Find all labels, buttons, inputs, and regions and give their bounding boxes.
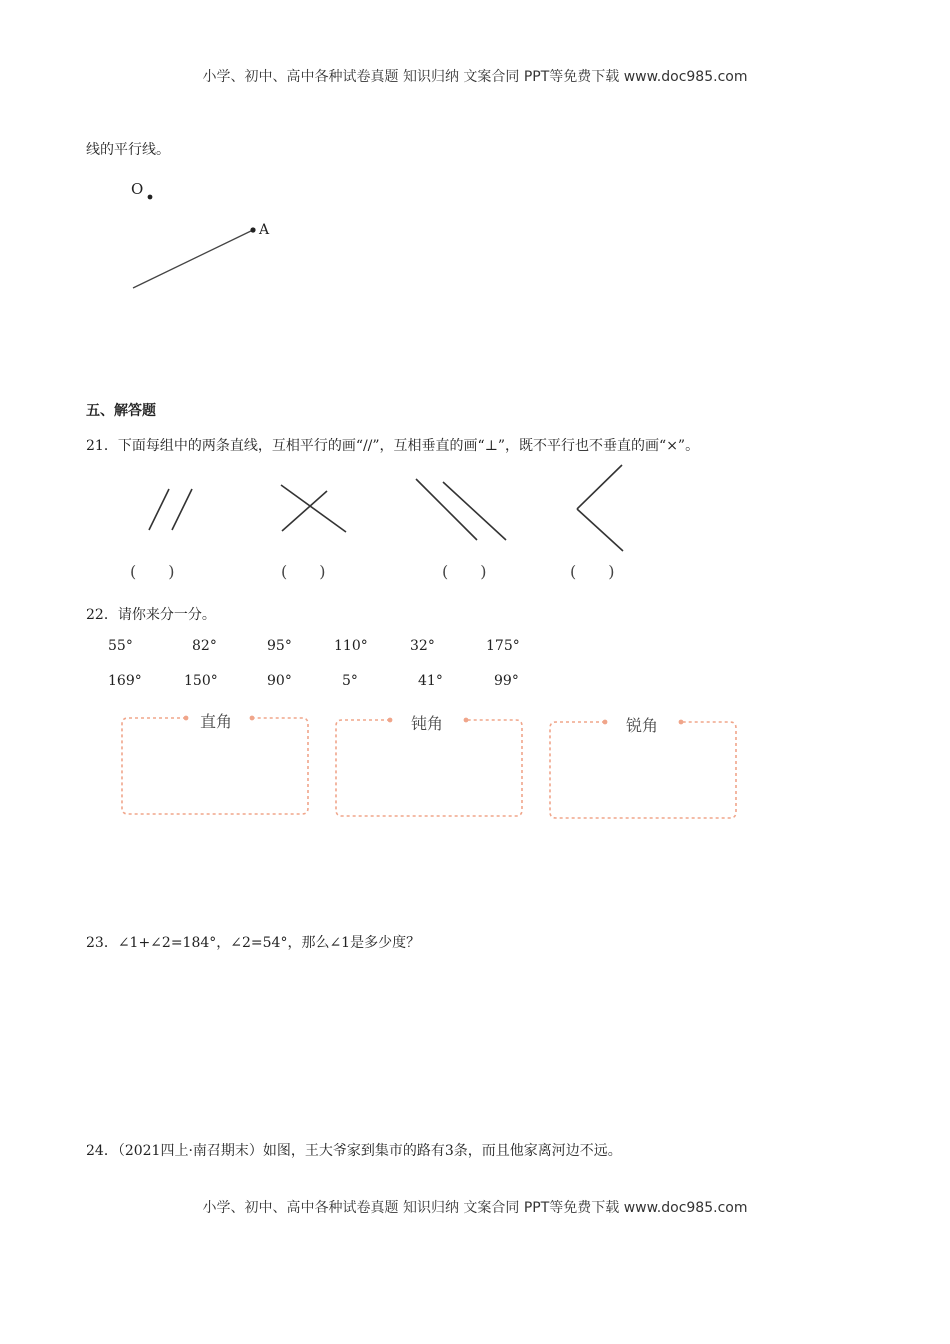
box-right-angle <box>122 718 308 814</box>
angle-value: 175° <box>486 638 520 654</box>
q21-blank-1[interactable]: ( ) <box>130 562 175 581</box>
box3-right-dot <box>679 720 684 725</box>
pair4-line-b <box>577 509 623 551</box>
point-o-label: O <box>131 180 144 198</box>
line-pair-3 <box>416 479 506 540</box>
angle-value: 5° <box>342 673 358 689</box>
box2-left-dot <box>388 718 393 723</box>
box-obtuse-angle <box>336 720 522 816</box>
angle-value: 82° <box>192 638 217 654</box>
pair2-line-a <box>281 485 346 532</box>
q21-blank-2[interactable]: ( ) <box>281 562 326 581</box>
angle-value: 110° <box>334 638 368 654</box>
q21-blank-3[interactable]: ( ) <box>442 562 487 581</box>
box3-left-dot <box>603 720 608 725</box>
box1-right-dot <box>250 716 255 721</box>
point-a-label: A <box>259 222 270 238</box>
pair3-line-b <box>443 482 506 540</box>
angle-value: 169° <box>108 673 142 689</box>
box1-left-dot <box>184 716 189 721</box>
angle-value: 32° <box>410 638 435 654</box>
pair1-line-b <box>172 489 192 530</box>
continuation-text: 线的平行线。 <box>86 142 170 158</box>
angle-value: 99° <box>494 673 519 689</box>
q22-text: 22．请你来分一分。 <box>86 607 216 623</box>
pair4-line-a <box>577 465 622 509</box>
line-pair-1 <box>149 489 192 530</box>
box2-right-dot <box>464 718 469 723</box>
footer-banner: 小学、初中、高中各种试卷真题 知识归纳 文案合同 PPT等免费下载 www.doc985.com <box>202 1200 748 1216</box>
box-title-right-angle: 直角 <box>200 712 233 731</box>
angle-value: 150° <box>184 673 218 689</box>
pair3-line-a <box>416 479 477 540</box>
header-banner: 小学、初中、高中各种试卷真题 知识归纳 文案合同 PPT等免费下载 www.doc985.com <box>202 69 748 85</box>
angle-value: 55° <box>108 638 133 654</box>
line-pair-2 <box>281 485 346 532</box>
line-pair-4 <box>577 465 623 551</box>
section-title: 五、解答题 <box>86 403 156 419</box>
box-title-acute-angle: 锐角 <box>626 716 659 735</box>
box-acute-angle <box>550 722 736 818</box>
point-o-dot <box>148 195 153 200</box>
point-a-dot <box>250 227 255 232</box>
q21-text: 21．下面每组中的两条直线，互相平行的画“//”，互相垂直的画“⊥”，既不平行也不垂直的画“×”。 <box>86 438 700 454</box>
q23-text: 23．∠1+∠2=184°，∠2=54°，那么∠1是多少度？ <box>86 935 421 951</box>
angle-value: 41° <box>418 673 443 689</box>
q21-blank-4[interactable]: ( ) <box>570 562 615 581</box>
box-title-obtuse-angle: 钝角 <box>411 714 444 733</box>
pair1-line-a <box>149 489 169 530</box>
pair2-line-b <box>282 491 327 531</box>
q24-text: 24．（2021四上·南召期末）如图，王大爷家到集市的路有3条，而且他家离河边不远。 <box>86 1143 622 1159</box>
angle-value: 90° <box>267 673 292 689</box>
angle-value: 95° <box>267 638 292 654</box>
ray-segment <box>133 230 253 288</box>
